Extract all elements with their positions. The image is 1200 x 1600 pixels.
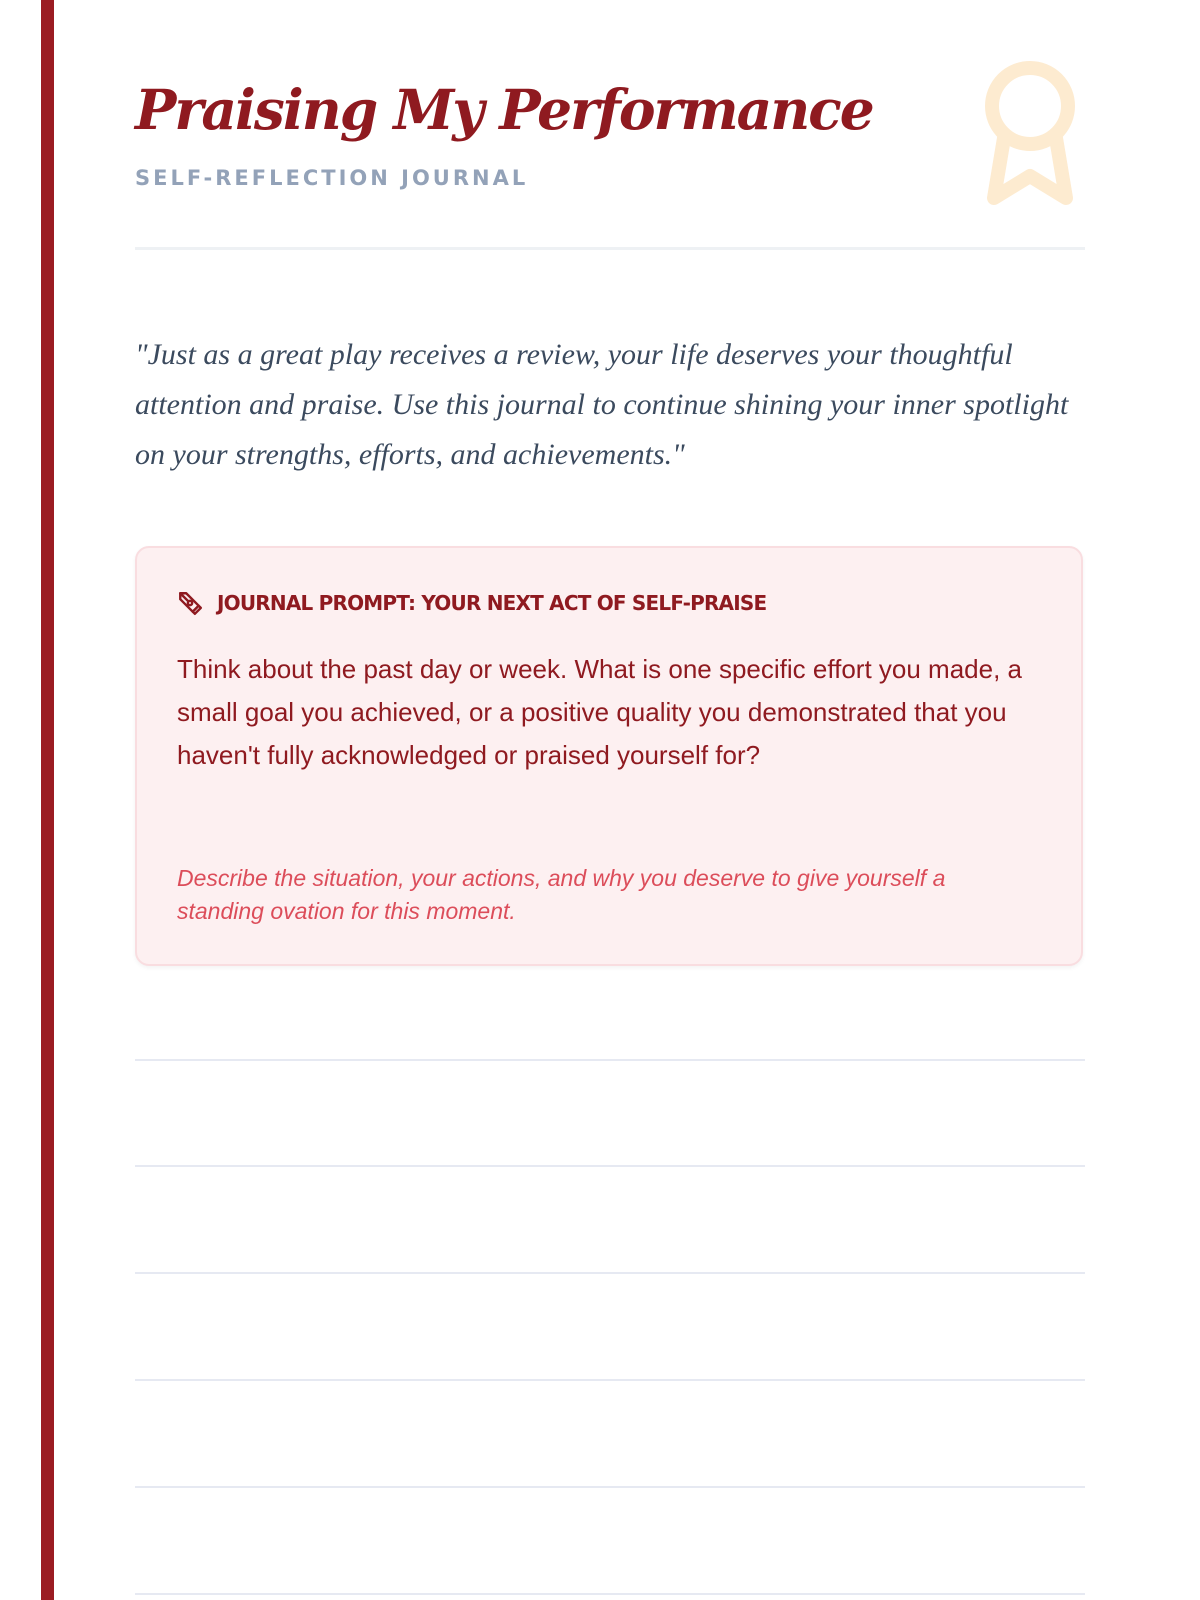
page-subtitle: SELF-REFLECTION JOURNAL xyxy=(135,166,529,190)
writing-line xyxy=(135,1059,1085,1061)
page-title: Praising My Performance xyxy=(135,77,873,142)
writing-line xyxy=(135,1379,1085,1381)
pen-nib-icon xyxy=(177,590,203,616)
award-ribbon-icon xyxy=(980,60,1080,210)
prompt-question: Think about the past day or week. What is one specific effort you made, a small goal you achieved, or a positive quality you demonstrated that you haven't fully acknowledged or praised yourself for? xyxy=(177,654,1022,770)
prompt-hint: Describe the situation, your actions, and why you deserve to give yourself a standing ovation for this moment. xyxy=(177,865,946,924)
prompt-header xyxy=(177,590,766,616)
intro-quote: "Just as a great play receives a review, your life deserves your thoughtful attention and praise. Use this journal to continue shining your inner spotlight on your strengths, efforts, and achievements." xyxy=(135,338,1069,471)
journal-page xyxy=(135,0,1085,1600)
writing-line xyxy=(135,1165,1085,1167)
writing-line xyxy=(135,1486,1085,1488)
header-divider xyxy=(135,247,1085,250)
writing-line xyxy=(135,1593,1085,1595)
prompt-label: JOURNAL PROMPT: YOUR NEXT ACT OF SELF-PRAISE xyxy=(217,591,767,615)
journal-prompt-card xyxy=(135,546,1083,966)
writing-line xyxy=(135,1272,1085,1274)
margin-bar xyxy=(41,0,54,1600)
